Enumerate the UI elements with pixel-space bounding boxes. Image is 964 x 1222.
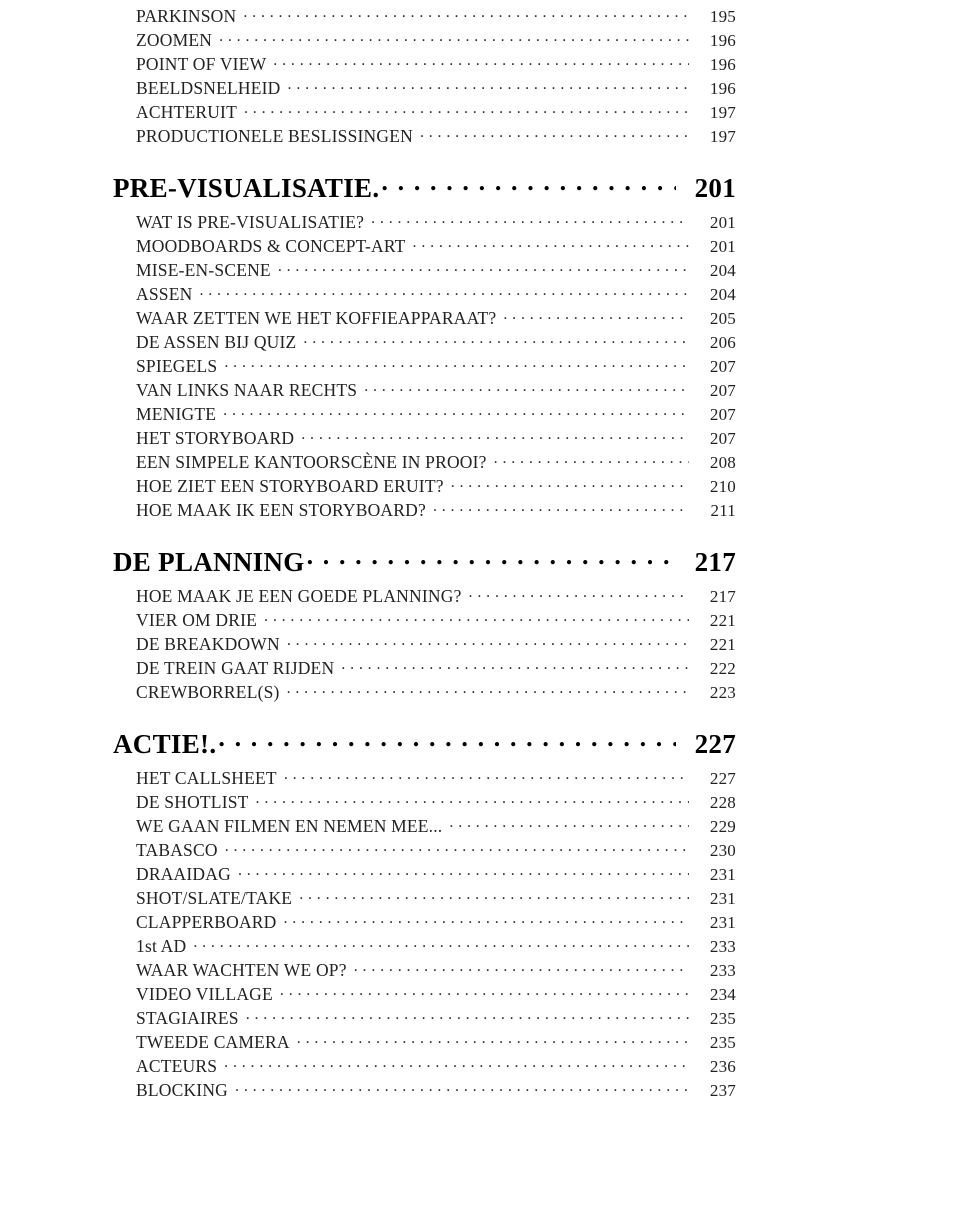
toc-entry-row[interactable] [136,124,736,148]
toc-entry-row[interactable] [136,210,736,234]
entry-page-number: 196 [709,54,736,74]
dot-leader [371,210,689,228]
toc-entry-row[interactable] [136,450,736,474]
chapter-page-number: 217 [694,547,736,577]
toc-chapter-row[interactable] [113,544,736,582]
dot-leader [273,52,689,70]
dot-leader [218,726,676,753]
toc-entry-row[interactable] [136,426,736,450]
entry-title: EEN SIMPELE KANTOORSCÈNE IN PROOI? [136,451,487,472]
dot-leader [238,862,689,880]
entry-page-number: 195 [709,6,736,26]
entry-title: TABASCO [136,839,218,860]
entry-title: DRAAIDAG [136,863,231,884]
entry-title: DE BREAKDOWN [136,633,280,654]
dot-leader [469,584,689,602]
entry-title: HET STORYBOARD [136,427,295,448]
toc-entry-row[interactable] [136,474,736,498]
entry-page-number: 201 [709,236,736,256]
entry-title: HOE ZIET EEN STORYBOARD ERUIT? [136,475,444,496]
toc-entry-row[interactable] [136,958,736,982]
entry-title: ACHTERUIT [136,101,237,122]
chapter-page-number: 201 [694,173,736,203]
toc-entry-row[interactable] [136,282,736,306]
entry-title: SPIEGELS [136,355,218,376]
dot-leader [223,402,689,420]
toc-entry-row[interactable] [136,632,736,656]
entry-page-number: 210 [709,476,736,496]
entry-page-number: 207 [709,428,736,448]
toc-entry-row[interactable] [136,1054,736,1078]
entry-page-number: 235 [709,1032,736,1052]
toc-entry-row[interactable] [136,258,736,282]
entry-title: DE ASSEN BIJ QUIZ [136,331,297,352]
dot-leader [503,306,689,324]
dot-leader [364,378,689,396]
dot-leader [381,170,676,197]
dot-leader [413,234,689,252]
dot-leader [219,28,689,46]
toc-entry-row[interactable] [136,814,736,838]
entry-page-number: 235 [709,1008,736,1028]
toc-entry-row[interactable] [136,100,736,124]
entry-page-number: 208 [709,452,736,472]
dot-leader [244,100,689,118]
dot-leader [256,790,689,808]
entry-page-number: 231 [709,912,736,932]
toc-entry-row[interactable] [136,862,736,886]
dot-leader [284,910,690,928]
entry-page-number: 233 [709,936,736,956]
toc-entry-row[interactable] [136,982,736,1006]
entry-title: HOE MAAK IK EEN STORYBOARD? [136,499,426,520]
toc-chapter-row[interactable] [113,726,736,764]
toc-entry-row[interactable] [136,330,736,354]
toc-entry-row[interactable] [136,52,736,76]
toc-entry-row[interactable] [136,838,736,862]
dot-leader [449,814,689,832]
entry-page-number: 233 [709,960,736,980]
entry-title: CLAPPERBOARD [136,911,277,932]
chapter-page-number: 227 [694,729,736,759]
toc-entry-row[interactable] [136,28,736,52]
entry-title: TWEEDE CAMERA [136,1031,290,1052]
entry-title: VIDEO VILLAGE [136,983,273,1004]
dot-leader [299,886,689,904]
entry-title: DE SHOTLIST [136,791,249,812]
entry-title: CREWBORREL(S) [136,681,280,702]
entry-page-number: 204 [709,260,736,280]
dot-leader [278,258,689,276]
toc-entry-row[interactable] [136,234,736,258]
dot-leader [280,982,689,1000]
toc-entry-row[interactable] [136,76,736,100]
toc-entry-row[interactable] [136,4,736,28]
entry-page-number: 231 [709,888,736,908]
dot-leader [287,680,689,698]
toc-entry-row[interactable] [136,402,736,426]
chapter-title: ACTIE!. [113,729,217,759]
entry-title: VIER OM DRIE [136,609,258,630]
entry-title: HOE MAAK JE EEN GOEDE PLANNING? [136,585,462,606]
toc-entry-row[interactable] [136,766,736,790]
toc-entry-row[interactable] [136,378,736,402]
entry-page-number: 207 [709,404,736,424]
entry-title: 1st AD [136,935,187,956]
entry-page-number: 228 [709,792,736,812]
dot-leader [303,330,689,348]
toc-entry-row[interactable] [136,584,736,608]
dot-leader [224,354,689,372]
entry-page-number: 217 [709,586,736,606]
toc-entry-row[interactable] [136,306,736,330]
entry-title: WE GAAN FILMEN EN NEMEN MEE... [136,815,443,836]
dot-leader [494,450,689,468]
entry-page-number: 207 [709,380,736,400]
entry-title: STAGIAIRES [136,1007,239,1028]
entry-page-number: 205 [709,308,736,328]
entry-title: PRODUCTIONELE BESLISSINGEN [136,125,413,146]
toc-entry-row[interactable] [136,910,736,934]
entry-title: MOODBOARDS & CONCEPT-ART [136,235,406,256]
dot-leader [297,1030,689,1048]
entry-title: WAT IS PRE-VISUALISATIE? [136,211,365,232]
toc-entry-row[interactable] [136,498,736,522]
entry-page-number: 229 [709,816,736,836]
entry-title: HET CALLSHEET [136,767,277,788]
toc-entry-row[interactable] [136,680,736,704]
dot-leader [433,498,689,516]
entry-title: WAAR WACHTEN WE OP? [136,959,347,980]
entry-title: MENIGTE [136,403,217,424]
toc-entry-row[interactable] [136,354,736,378]
entry-title: BLOCKING [136,1079,229,1100]
dot-leader [199,282,689,300]
toc-entry-row[interactable] [136,886,736,910]
dot-leader [451,474,689,492]
dot-leader [301,426,689,444]
dot-leader [287,632,689,650]
entry-page-number: 234 [709,984,736,1004]
dot-leader [224,1054,689,1072]
entry-page-number: 236 [709,1056,736,1076]
entry-page-number: 211 [710,500,736,520]
dot-leader [243,4,689,22]
dot-leader [225,838,689,856]
entry-page-number: 237 [709,1080,736,1100]
entry-title: POINT OF VIEW [136,53,267,74]
toc-entry-row[interactable] [136,608,736,632]
toc-entry-row[interactable] [136,790,736,814]
toc-entry-row[interactable] [136,934,736,958]
entry-title: VAN LINKS NAAR RECHTS [136,379,358,400]
dot-leader [193,934,689,952]
entry-title: ZOOMEN [136,29,213,50]
dot-leader [420,124,689,142]
entry-page-number: 196 [709,78,736,98]
toc-entry-row[interactable] [136,656,736,680]
entry-page-number: 222 [709,658,736,678]
dot-leader [235,1078,689,1096]
dot-leader [246,1006,689,1024]
entry-page-number: 221 [709,610,736,630]
entry-page-number: 204 [709,284,736,304]
entry-title: WAAR ZETTEN WE HET KOFFIEAPPARAAT? [136,307,497,328]
toc-chapter-row[interactable] [113,170,736,208]
dot-leader [288,76,689,94]
dot-leader [307,544,676,571]
entry-title: BEELDSNELHEID [136,77,281,98]
entry-page-number: 196 [709,30,736,50]
chapter-title: DE PLANNING [113,547,305,577]
entry-page-number: 231 [709,864,736,884]
entry-title: PARKINSON [136,5,237,26]
entry-page-number: 197 [709,126,736,146]
entry-page-number: 207 [709,356,736,376]
dot-leader [284,766,689,784]
entry-title: MISE-EN-SCENE [136,259,271,280]
dot-leader [341,656,689,674]
entry-page-number: 223 [709,682,736,702]
entry-page-number: 201 [709,212,736,232]
entry-title: SHOT/SLATE/TAKE [136,887,293,908]
entry-page-number: 206 [709,332,736,352]
dot-leader [264,608,689,626]
toc-entry-row[interactable] [136,1078,736,1102]
entry-page-number: 221 [709,634,736,654]
entry-title: DE TREIN GAAT RIJDEN [136,657,335,678]
entry-page-number: 227 [709,768,736,788]
toc-entry-row[interactable] [136,1006,736,1030]
entry-title: ACTEURS [136,1055,218,1076]
entry-page-number: 230 [709,840,736,860]
toc-entry-row[interactable] [136,1030,736,1054]
dot-leader [354,958,689,976]
entry-title: ASSEN [136,283,193,304]
entry-page-number: 197 [709,102,736,122]
chapter-title: PRE-VISUALISATIE. [113,173,380,203]
